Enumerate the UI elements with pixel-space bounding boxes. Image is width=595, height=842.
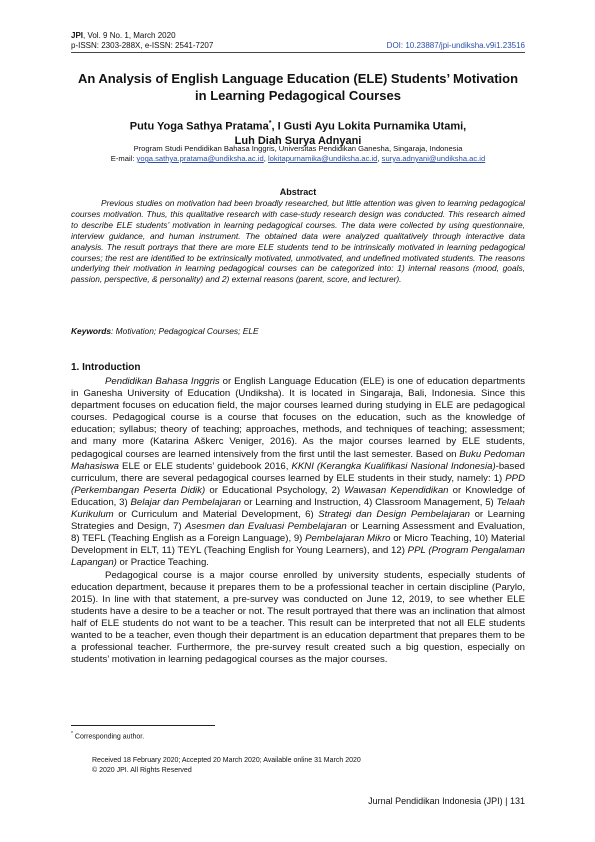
term: Asesmen dan Evaluasi Pembelajaran bbox=[185, 521, 347, 533]
paragraph-1 bbox=[71, 376, 525, 570]
term: PPL (Program Pengalaman Lapangan) bbox=[71, 545, 525, 569]
keywords-text: : Motivation; Pedagogical Courses; ELE bbox=[111, 326, 259, 336]
received-info bbox=[92, 756, 361, 776]
term: KKNI (Kerangka Kualifikasi Nasional Indonesia) bbox=[291, 460, 496, 472]
affiliation: Program Studi Pendidikan Bahasa Inggris, Universitas Pendidikan Ganesha, Singaraja, Indonesia bbox=[133, 144, 463, 153]
keywords-line bbox=[71, 326, 525, 336]
term: Pendidikan Bahasa Inggris bbox=[105, 376, 220, 387]
text: or Practice Teaching. bbox=[116, 557, 209, 569]
email-separator: , bbox=[377, 154, 382, 163]
term: Strategi dan Design Pembelajaran bbox=[318, 509, 471, 521]
affiliation-block bbox=[71, 144, 525, 164]
text: -based curriculum, there are several pedagogical courses learned by ELE students in their study, namely: 1) bbox=[71, 460, 525, 484]
footnote-text: Corresponding author. bbox=[72, 733, 145, 741]
abstract-text: Previous studies on motivation had been broadly researched, but little attention was given to learning pedagogical courses motivation. Thus, this qualitative research with case-study research design was conducted. This research aimed to describe ELE students’ motivation in learning pedagogical courses. The data were collected by using questionnaire, interview guidance, and human instrument. The obtained data were analyzed qualitatively through interactive data analysis. The result portrays that there are more ELE students tend to be intrinsically motivated in learning pedagogical courses; the rest are identified to be extrinsically motivated, unmotivated, and undefined motivated students. The reasons underlying their motivation in learning pedagogical courses can be categorized into: 1) internal reasons (mood, goals, passion, perspective, & personality) and 2) external reasons (parent, score, and lecturer). bbox=[71, 198, 525, 285]
copyright: © 2020 JPI. All Rights Reserved bbox=[92, 767, 192, 774]
author-1: Putu Yoga Sathya Pratama bbox=[129, 120, 269, 133]
text: or Learning and Instruction, 4) Classroom Management, 5) bbox=[241, 496, 497, 508]
footnote-mark: * bbox=[71, 731, 73, 737]
corresponding-mark: * bbox=[268, 120, 272, 127]
email-link-1[interactable]: yoga.sathya.pratama@undiksha.ac.id bbox=[136, 154, 264, 163]
term: PPD (Perkembangan Peserta Didik) bbox=[71, 472, 525, 496]
author-2-3: , I Gusti Ayu Lokita Purnamika Utami, bbox=[271, 120, 467, 133]
email-link-3[interactable]: surya.adnyani@undiksha.ac.id bbox=[381, 154, 486, 163]
text: or Knowledge of Education, 3) bbox=[71, 484, 525, 508]
footnote bbox=[71, 731, 144, 740]
text: or Learning Strategies and Design, 7) bbox=[71, 509, 525, 533]
text: or Micro Teaching, 10) Material Development in ELT, 11) TEYL (Teaching English for Young Learners), and 12) bbox=[71, 533, 525, 557]
introduction-body bbox=[71, 376, 525, 666]
header-rule bbox=[71, 52, 525, 53]
issn: p-ISSN: 2303-288X, e-ISSN: 2541-7207 bbox=[71, 41, 214, 50]
paragraph-2: Pedagogical course is a major course enrolled by university students, especially students of education department, because it prepares them to be a professional teacher in certain discipline (Parylo, 2015). In line with that statement, a pre-survey was conducted on June 12, 2019, to see whether ELE students have a desire to be a teacher or not. The result portrayed that there was an inclination that almost half of ELE students do not want to be a teacher. This result can be interpreted that not all ELE students wanted to be a teacher, even though their department is an education department that prepares them to be a professional teacher. Furthermore, the pre-survey result created such a big question, especially on students’ motivation in learning pedagogical courses as the major courses. bbox=[71, 569, 525, 666]
keywords-label: Keywords bbox=[71, 326, 112, 336]
volume-line: , Vol. 9 No. 1, March 2020 bbox=[83, 31, 176, 40]
author-4: Luh Diah Surya Adnyani bbox=[234, 134, 362, 147]
term: Belajar dan Pembelajaran bbox=[130, 496, 242, 508]
received-dates: Received 18 February 2020; Accepted 20 March 2020; Available online 31 March 2020 bbox=[92, 757, 361, 764]
text: or Curriculum and Material Development, 6) bbox=[113, 509, 319, 521]
running-header bbox=[71, 31, 213, 51]
doi-link[interactable]: DOI: 10.23887/jpi-undiksha.v9i1.23516 bbox=[386, 41, 525, 50]
email-prefix: E-mail: bbox=[110, 154, 137, 163]
email-line bbox=[71, 154, 525, 164]
page-footer: Jurnal Pendidikan Indonesia (JPI) | 131 bbox=[368, 796, 525, 806]
text: or Educational Psychology, 2) bbox=[205, 484, 345, 496]
paper-title: An Analysis of English Language Education (ELE) Students’ Motivation in Learning Pedagogical Courses bbox=[77, 71, 519, 103]
term: Buku Pedoman Mahasiswa bbox=[71, 448, 525, 472]
term: Telaah Kurikulum bbox=[71, 496, 525, 521]
abstract-heading: Abstract bbox=[279, 187, 317, 197]
text: or Learning Assessment and Evaluation, 8) TEFL (Teaching English as a Foreign Language), 9) bbox=[71, 521, 525, 545]
footnote-rule bbox=[71, 725, 215, 726]
email-link-2[interactable]: lokitapurnamika@undiksha.ac.id bbox=[267, 154, 378, 163]
text: or English Language Education (ELE) is one of education departments in Ganesha University of Education (Undiksha). It is located in Singaraja, Bali, Indonesia. Since this department focuses on education field, the major courses learned during studying in ELE are pedagogical courses. Pedagogical course is a course that focuses on the education, such as the knowledge of education; syllabus; theory of teaching; approaches, methods, and techniques of teaching; assessment; and many more (Katarina Aškerc Veniger, 2016). As the major courses learned by ELE students, pedagogical courses are learned intensively from the first until the last semester. Based on bbox=[71, 376, 525, 460]
text: ELE or ELE students’ guidebook 2016, bbox=[119, 460, 292, 472]
section-heading: 1. Introduction bbox=[71, 362, 141, 373]
term: Wawasan Kependidikan bbox=[344, 484, 449, 496]
term: Pembelajaran Mikro bbox=[305, 533, 391, 545]
journal-abbr: JPI bbox=[71, 31, 84, 40]
email-separator: , bbox=[263, 154, 268, 163]
